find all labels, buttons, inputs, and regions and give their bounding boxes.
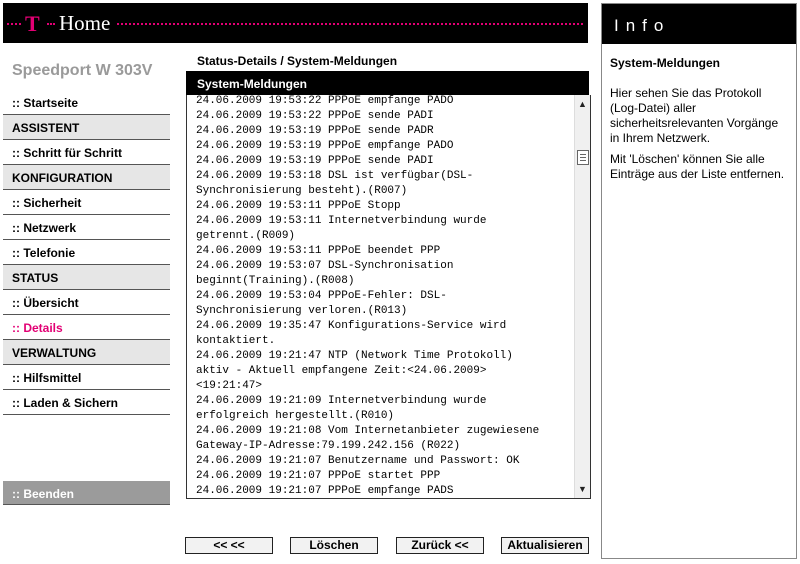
header-dotted-line-left xyxy=(7,23,21,25)
info-panel xyxy=(601,3,797,559)
sidebar-item-netzwerk[interactable]: :: Netzwerk xyxy=(3,215,170,240)
system-log-textarea[interactable] xyxy=(186,95,591,499)
thumb-grip-line xyxy=(580,160,586,161)
info-title: System-Meldungen xyxy=(610,56,721,70)
scroll-up-arrow-icon[interactable]: ▲ xyxy=(578,99,587,109)
thumb-grip-line xyxy=(580,157,586,158)
sidebar-item-hilfsmittel[interactable]: :: Hilfsmittel xyxy=(3,365,170,390)
info-text-delete: Mit 'Löschen' können Sie alle Einträge aus der Liste entfernen. xyxy=(610,152,785,181)
telekom-t-logo: T xyxy=(25,11,41,36)
scroll-thumb[interactable] xyxy=(577,150,589,165)
nav-section-status: STATUS xyxy=(3,265,170,290)
log-scrollbar[interactable] xyxy=(574,95,590,498)
log-panel-title: System-Meldungen xyxy=(186,71,589,95)
sidebar-item-details[interactable]: :: Details xyxy=(3,315,170,340)
delete-button[interactable]: Löschen xyxy=(290,537,378,554)
nav-section-verwaltung: VERWALTUNG xyxy=(3,340,170,365)
breadcrumb: Status-Details / System-Meldungen xyxy=(197,54,398,68)
info-panel-header: Info xyxy=(602,4,796,44)
header-dotted-line-mid xyxy=(47,23,55,25)
info-text-protocol: Hier sehen Sie das Protokoll (Log-Datei) aller sicherheitsrelevanten Vorgänge in Ihrem Netzwerk. xyxy=(610,86,779,145)
sidebar-item-schritt-fuer-schritt[interactable]: :: Schritt für Schritt xyxy=(3,140,170,165)
header-home-title: Home xyxy=(59,11,111,35)
logout-button[interactable]: :: Beenden xyxy=(3,481,170,505)
sidebar-item-uebersicht[interactable]: :: Übersicht xyxy=(3,290,170,315)
product-name: Speedport W 303V xyxy=(12,62,153,79)
back-button[interactable]: Zurück << xyxy=(396,537,484,554)
sidebar-item-sicherheit[interactable]: :: Sicherheit xyxy=(3,190,170,215)
back-arrows-button[interactable]: << << xyxy=(185,537,273,554)
sidebar-nav xyxy=(3,90,170,415)
log-text: 24.06.2009 19:53:22 PPPoE empfange PADO 24.06.2009 19:53:22 PPPoE sende PADI 24.06.2009 19:53:19 PPPoE sende PADR 24.06.2009 19:53:19 PPPoE empfange PADO 24.06.2009 19:53:19 PPPoE sende PADI 24.06.2009 19:53:18 DSL ist verfügbar(DSL- Synchronisierung besteht).(R007) 24.06.2009 19:53:11 PPPoE Stopp 24.06.2009 19:53:11 Internetverbindung wurde getrennt.(R009) 24.06.2009 19:53:11 PPPoE beendet PPP 24.06.2009 19:53:07 DSL-Synchronisation beginnt(Training).(R008) 24.06.2009 19:53:04 PPPoE-Fehler: DSL- Synchronisierung verloren.(R013) 24.06.2009 19:35:47 Konfigurations-Service wird kontaktiert. 24.06.2009 19:21:47 NTP (Network Time Protokoll) aktiv - Aktuell empfangene Zeit:<24.06.2009> <19:21:47> 24.06.2009 19:21:09 Internetverbindung wurde erfolgreich hergestellt.(R010) 24.06.2009 19:21:08 Vom Internetanbieter zugewiesene Gateway-IP-Adresse:79.199.242.156 (R022) 24.06.2009 19:21:07 Benutzername und Passwort: OK 24.06.2009 19:21:07 PPPoE startet PPP 24.06.2009 19:21:07 PPPoE empfange PADS xyxy=(196,95,540,497)
sidebar-item-startseite[interactable]: :: Startseite xyxy=(3,90,170,115)
sidebar-item-telefonie[interactable]: :: Telefonie xyxy=(3,240,170,265)
thumb-grip-line xyxy=(580,154,586,155)
sidebar-item-laden-sichern[interactable]: :: Laden & Sichern xyxy=(3,390,170,415)
nav-section-assistent: ASSISTENT xyxy=(3,115,170,140)
scroll-down-arrow-icon[interactable]: ▼ xyxy=(578,484,587,494)
top-header-bar xyxy=(3,3,588,43)
header-dotted-line-right xyxy=(117,23,583,25)
nav-section-konfiguration: KONFIGURATION xyxy=(3,165,170,190)
refresh-button[interactable]: Aktualisieren xyxy=(501,537,589,554)
